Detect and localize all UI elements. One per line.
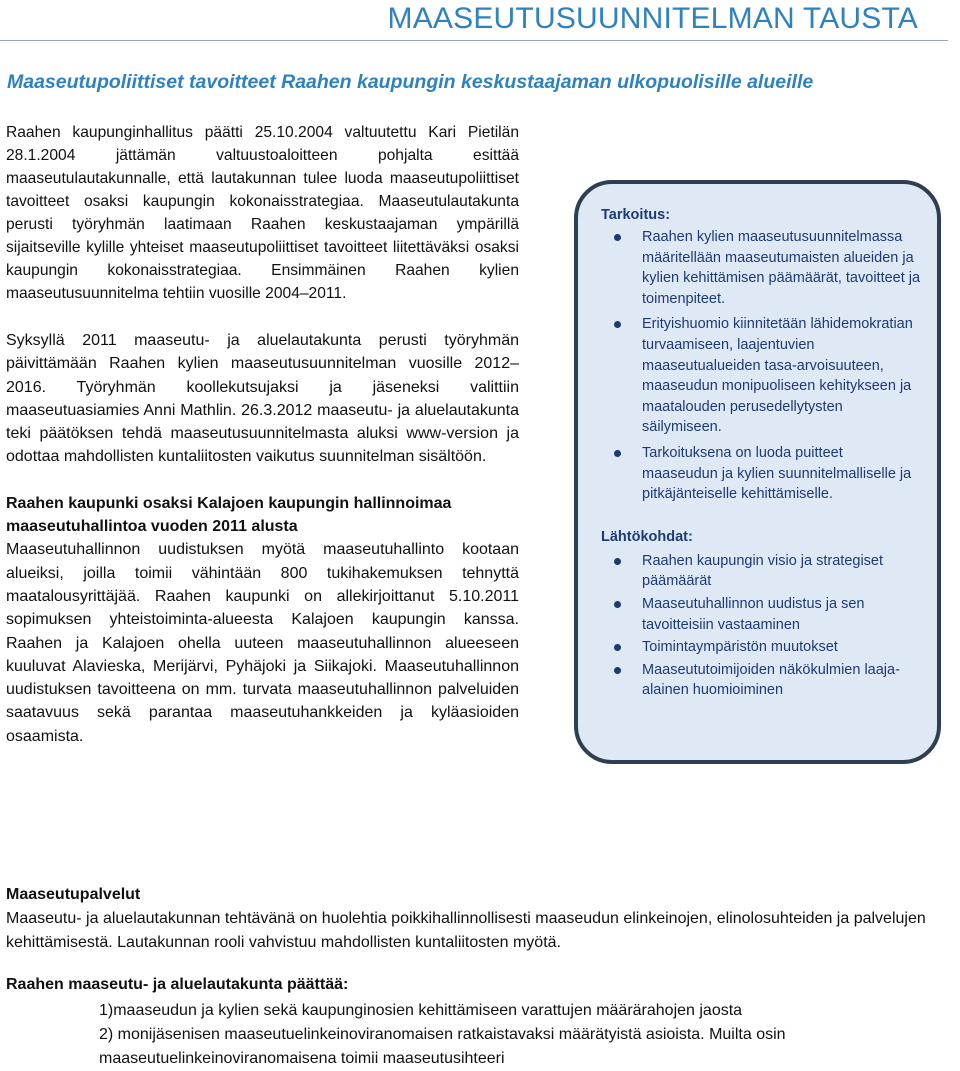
administration-text: Maaseutuhallinnon uudistuksen myötä maaseutuhallinto kootaan alueiksi, joilla toimii vähintään 800 tukihakemuksen tehnyttä maatalousyrittäjää. Raahen kaupunki on allekirjoittanut 5.10.2011 sopimuksen yhteistoiminta-alueesta Kalajoen kaupungin kanssa. Raahen ja Kalajoen ohella uuteen maaseutuhallinnon alueeseen kuuluvat Alavieska, Merijärvi, Pyhäjoki ja Siikajoki. Maaseutuhallinnon uudistuksen tavoitteena on mm. turvata maaseutuhallinnon palveluiden saatavuus sekä parantaa maaseutuhankkeiden ja kyläasioiden osaamista. xyxy=(6,541,519,745)
services-text: Maaseutu- ja aluelautakunnan tehtävänä on huolehtia poikkihallinnollisesti maaseudun elinkeinojen, elinolosuhteiden ja palvelujen kehittämisestä. Lautakunnan rooli vahvistuu mahdollisten kuntaliitosten myötä. xyxy=(6,910,926,951)
list-item: Raahen kaupungin visio ja strategiset päämäärät xyxy=(601,551,921,592)
list-item: Erityishuomio kiinnitetään lähidemokratian turvaamiseen, laajentuvien maaseutualueiden tasa-arvoisuuteen, maaseudun monipuoliseen kehitykseen ja maatalouden perusedellytysten säilymiseen. xyxy=(601,314,921,438)
page-subtitle: Maaseutupoliittiset tavoitteet Raahen kaupungin keskustaajaman ulkopuolisille alueille xyxy=(7,71,814,93)
starting-points-list xyxy=(601,551,921,701)
bullet-icon xyxy=(614,234,621,241)
list-item: Maaseutuhallinnon uudistus ja sen tavoitteisiin vastaaminen xyxy=(601,594,921,635)
administration-paragraph xyxy=(6,492,519,748)
purpose-list xyxy=(601,227,921,505)
administration-heading-line-2: maaseutuhallintoa vuoden 2011 alusta xyxy=(6,518,298,536)
services-heading: Maaseutupalvelut xyxy=(6,886,141,903)
decisions-heading: Raahen maaseutu- ja aluelautakunta päättää: xyxy=(6,976,349,993)
bottom-section xyxy=(6,883,960,1071)
list-item: Tarkoituksena on luoda puitteet maaseudun ja kylien suunnitelmalliselle ja pitkäjänteiselle kehittämiselle. xyxy=(601,443,921,505)
decision-item-2: 2) monijäsenisen maaseutuelinkeinoviranomaisen ratkaistavaksi määrätyistä asioista. Muilta osin maaseutuelinkeinoviranomaisena toimii maaseutusihteeri xyxy=(99,1026,786,1067)
list-item: Maaseututoimijoiden näkökulmien laaja-alainen huomioiminen xyxy=(601,660,921,701)
starting-points-heading: Lähtökohdat: xyxy=(601,528,693,545)
decision-item-1: 1)maaseudun ja kylien sekä kaupunginosien kehittämiseen varattujen määrärahojen jaosta xyxy=(99,1002,743,1019)
purpose-box xyxy=(574,180,941,764)
bullet-icon xyxy=(614,450,621,457)
list-item: Toimintaympäristön muutokset xyxy=(601,637,921,658)
title-divider xyxy=(0,40,948,41)
purpose-heading: Tarkoitus: xyxy=(601,207,671,223)
bullet-icon xyxy=(614,644,621,651)
bullet-icon xyxy=(614,321,621,328)
update-paragraph: Syksyllä 2011 maaseutu- ja aluelautakunta perusti työryhmän päivittämään Raahen kylien maaseutusuunnitelman vuosille 2012–2016. Työryhmän koollekutsujaksi ja jäseneksi valittiin maaseutuasiamies Anni Mathlin. 26.3.2012 maaseutu- ja aluelautakunta teki päätöksen tehdä maaseutusuunnitelmasta aluksi www-version ja odottaa mahdollisten kuntaliitosten vaikutus suunnitelman sisältöön. xyxy=(6,332,519,466)
list-item: Raahen kylien maaseutusuunnitelmassa määritellään maaseutumaisten alueiden ja kylien kehittämisen päämäärät, tavoitteet ja toimenpiteet. xyxy=(601,227,921,309)
bullet-icon xyxy=(614,601,621,608)
administration-heading-line-1: Raahen kaupunki osaksi Kalajoen kaupungin hallinnoimaa xyxy=(6,494,452,512)
page-title: MAASEUTUSUUNNITELMAN TAUSTA xyxy=(387,2,918,35)
left-column xyxy=(6,121,519,748)
bullet-icon xyxy=(614,558,621,565)
background-paragraph: Raahen kaupunginhallitus päätti 25.10.2004 valtuutettu Kari Pietilän 28.1.2004 jättämän valtuustoaloitteen pohjalta esittää maaseutulautakunnalle, että lautakunnan tulee luoda maaseutupoliittiset tavoitteet osaksi kaupungin kokonaisstrategiaa. Maaseutulautakunta perusti työryhmän laatimaan Raahen keskustaajaman ympärillä sijaitseville kylille yhteiset maaseutupoliittiset tavoitteet liitettäväksi osaksi kaupungin kokonaisstrategiaa. Ensimmäinen Raahen kylien maaseutusuunnitelma tehtiin vuosille 2004–2011. xyxy=(6,124,519,302)
bullet-icon xyxy=(614,667,621,674)
